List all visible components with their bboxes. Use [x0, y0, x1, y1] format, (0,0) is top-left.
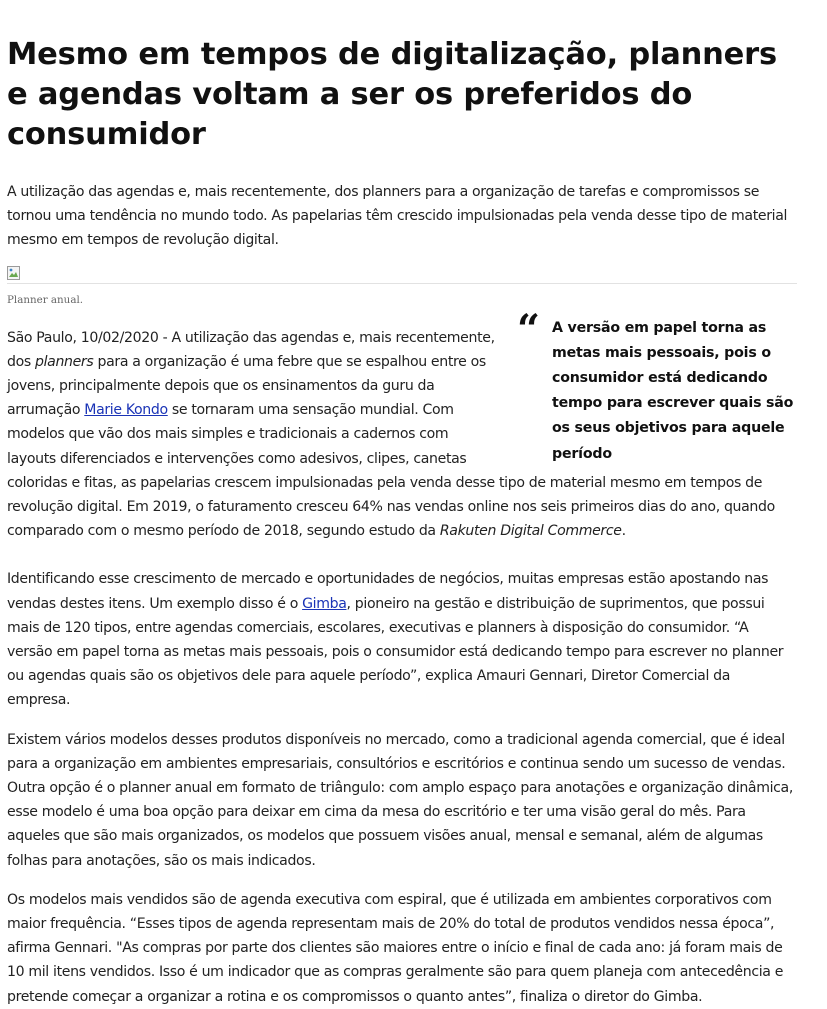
article-lede: A utilização das agendas e, mais recentemente, dos planners para a organização de tarefas e compromissos se tornou uma tendência no mundo todo. As papelarias têm crescido impulsionadas pela venda desse tipo de material mesmo em tempos de revolução digital. — [7, 184, 788, 249]
article — [7, 0, 797, 1009]
pull-quote-text: A versão em papel torna as metas mais pessoais, pois o consumidor está dedicando tempo para escrever quais são os seus objetivos para aquele período — [552, 319, 794, 462]
image-caption: Planner anual. — [7, 293, 84, 306]
article-image — [7, 266, 797, 284]
broken-image-icon — [7, 266, 21, 280]
dateline: São Paulo, 10/02/2020 - — [7, 329, 172, 346]
gimba-link[interactable]: Gimba — [302, 595, 347, 612]
quote-icon: “ — [517, 305, 541, 353]
body-paragraph-2: Identificando esse crescimento de mercado e oportunidades de negócios, muitas empresas estão apostando nas vendas destes itens. Um exemplo disso é o Gimba, pioneiro na gestão e distribuição de suprimentos, que possui mais de 120 tipos, entre agendas comerciais, escolares, executivas e planners à disposição do consumidor. “A versão em papel torna as metas mais pessoais, pois o consumidor está dedicando tempo para escrever no planner ou agendas quais são os objetivos dele para aquele período”, explica Amauri Gennari, Diretor Comercial da empresa. — [7, 571, 784, 709]
body-paragraph-1: São Paulo, 10/02/2020 - A utilização das agendas e, mais recentemente, dos planners para a organização é uma febre que se espalhou entre os jovens, principalmente depois que os ensinamentos da guru da arrumação Marie Kondo se tornaram uma sensação mundial. Com modelos que vão dos mais simples e tradicionais a cadernos com layouts diferenciados e intervenções como adesivos, clipes, canetas coloridas e fitas, as papelarias crescem impulsionadas pela venda desse tipo de material mesmo em tempos de revolução digital. Em 2019, o faturamento cresceu 64% nas vendas online nos seis primeiros dias do ano, quando comparado com o mesmo período de 2018, segundo estudo da Rakuten Digital Commerce. — [7, 329, 775, 540]
body-paragraph-3: Existem vários modelos desses produtos disponíveis no mercado, como a tradicional agenda comercial, que é ideal para a organização em ambientes empresariais, consultórios e escritórios e continua sendo um sucesso de vendas. Outra opção é o planner anual em formato de triângulo: com amplo espaço para anotações e organização dinâmica, esse modelo é uma boa opção para deixar em cima da mesa do escritório e ter uma visão geral do mês. Para aqueles que são mais organizados, os modelos que possuem visões anual, mensal e semanal, além de algumas folhas para anotações, são os mais indicados. — [7, 731, 793, 869]
article-title: Mesmo em tempos de digitalização, planners e agendas voltam a ser os preferidos do consumidor — [7, 37, 777, 152]
body-paragraph-4: Os modelos mais vendidos são de agenda executiva com espiral, que é utilizada em ambientes corporativos com maior frequência. “Esses tipos de agenda representam mais de 20% do total de produtos vendidos nessa época”, afirma Gennari. "As compras por parte dos clientes são maiores entre o início e final de cada ano: já foram mais de 10 mil itens vendidos. Isso é um indicador que as compras geralmente são para quem planeja com antecedência e pretende começar a organizar a rotina e os compromissos o quanto antes”, finaliza o diretor do Gimba. — [7, 891, 784, 1005]
planners-emphasis: planners — [35, 353, 94, 370]
rakuten-emphasis: Rakuten Digital Commerce — [439, 523, 622, 540]
marie-kondo-link[interactable]: Marie Kondo — [84, 402, 168, 419]
pull-quote — [517, 305, 797, 467]
